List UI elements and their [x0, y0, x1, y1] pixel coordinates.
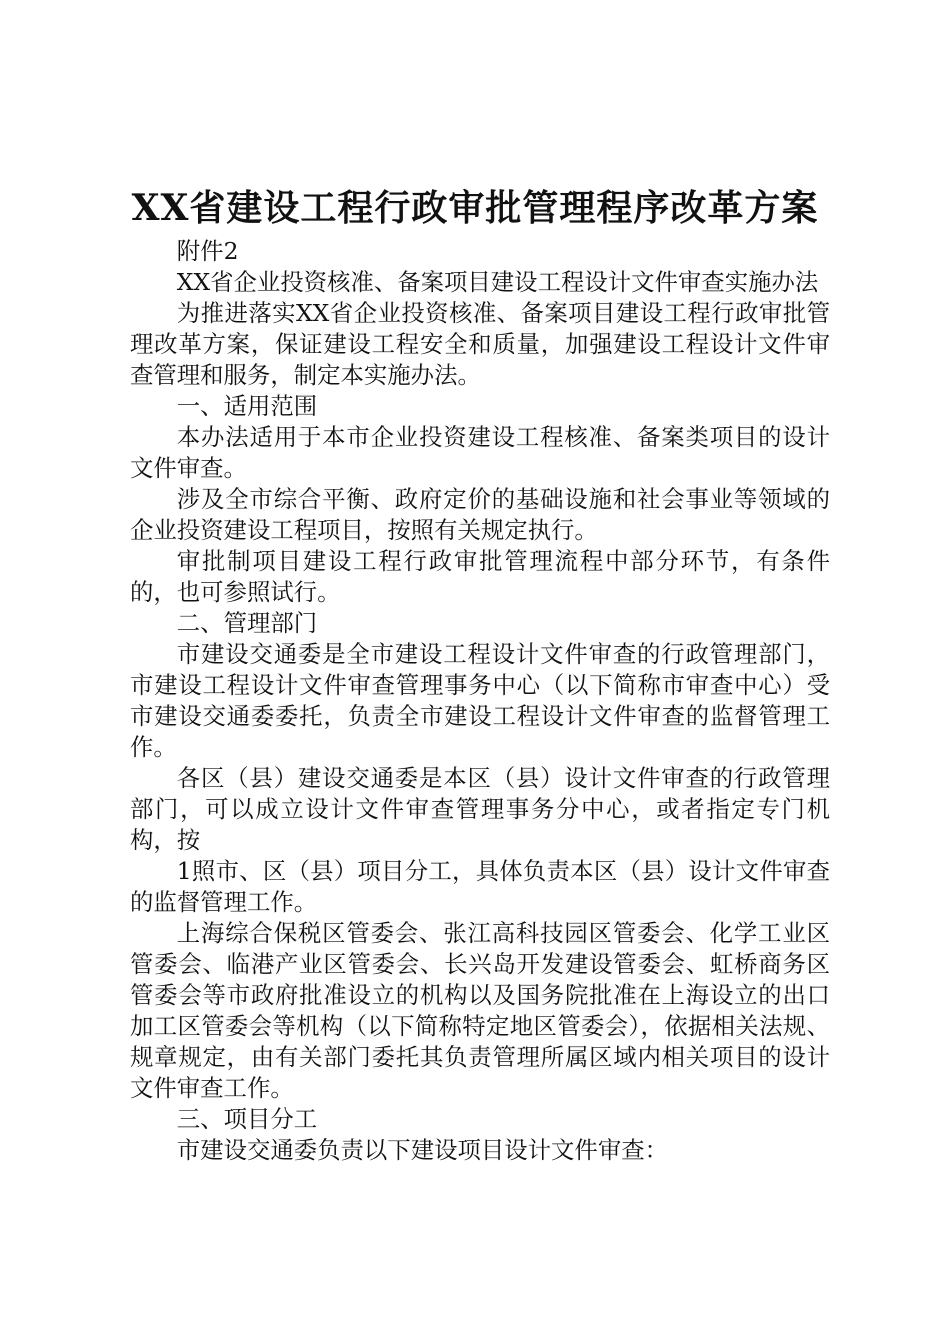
body-paragraph: 市建设交通委是全市建设工程设计文件审查的行政管理部门，市建设工程设计文件审查管理事务中心（以下简称市审查中心）受市建设交通委委托，负责全市建设工程设计文件审查的监督管理工作。 [130, 640, 830, 761]
body-paragraph: 上海综合保税区管委会、张江高科技园区管委会、化学工业区管委会、临港产业区管委会、长兴岛开发建设管委会、虹桥商务区管委会等市政府批准设立的机构以及国务院批准在上海设立的出口加工区管委会等机构（以下简称特定地区管委会），依据相关法规、规章规定，由有关部门委托其负责管理所属区域内相关项目的设计文件审查工作。 [130, 919, 830, 1102]
body-paragraph: 审批制项目建设工程行政审批管理流程中部分环节，有条件的，也可参照试行。 [130, 547, 830, 606]
body-paragraph: 市建设交通委负责以下建设项目设计文件审查： [176, 1136, 668, 1164]
body-paragraph: 本办法适用于本市企业投资建设工程核准、备案类项目的设计文件审查。 [130, 423, 830, 482]
document-title: XX省建设工程行政审批管理程序改革方案 [131, 187, 819, 229]
section-heading-scope: 一、适用范围 [176, 392, 318, 420]
body-paragraph: 涉及全市综合平衡、政府定价的基础设施和社会事业等领域的企业投资建设工程项目，按照有关规定执行。 [130, 485, 830, 544]
document-body [130, 236, 830, 1166]
subtitle-paragraph: XX省企业投资核准、备案项目建设工程设计文件审查实施办法 [176, 268, 819, 296]
section-heading-departments: 二、管理部门 [176, 609, 318, 637]
annex-label: 附件2 [176, 237, 239, 265]
body-paragraph: 各区（县）建设交通委是本区（县）设计文件审查的行政管理部门，可以成立设计文件审查管理事务分中心，或者指定专门机构，按 [130, 764, 830, 854]
intro-paragraph: 为推进落实XX省企业投资核准、备案项目建设工程行政审批管理改革方案，保证建设工程安全和质量，加强建设工程设计文件审查管理和服务，制定本实施办法。 [130, 299, 830, 389]
body-paragraph: 1照市、区（县）项目分工，具体负责本区（县）设计文件审查的监督管理工作。 [130, 857, 830, 916]
section-heading-division: 三、项目分工 [176, 1105, 318, 1133]
